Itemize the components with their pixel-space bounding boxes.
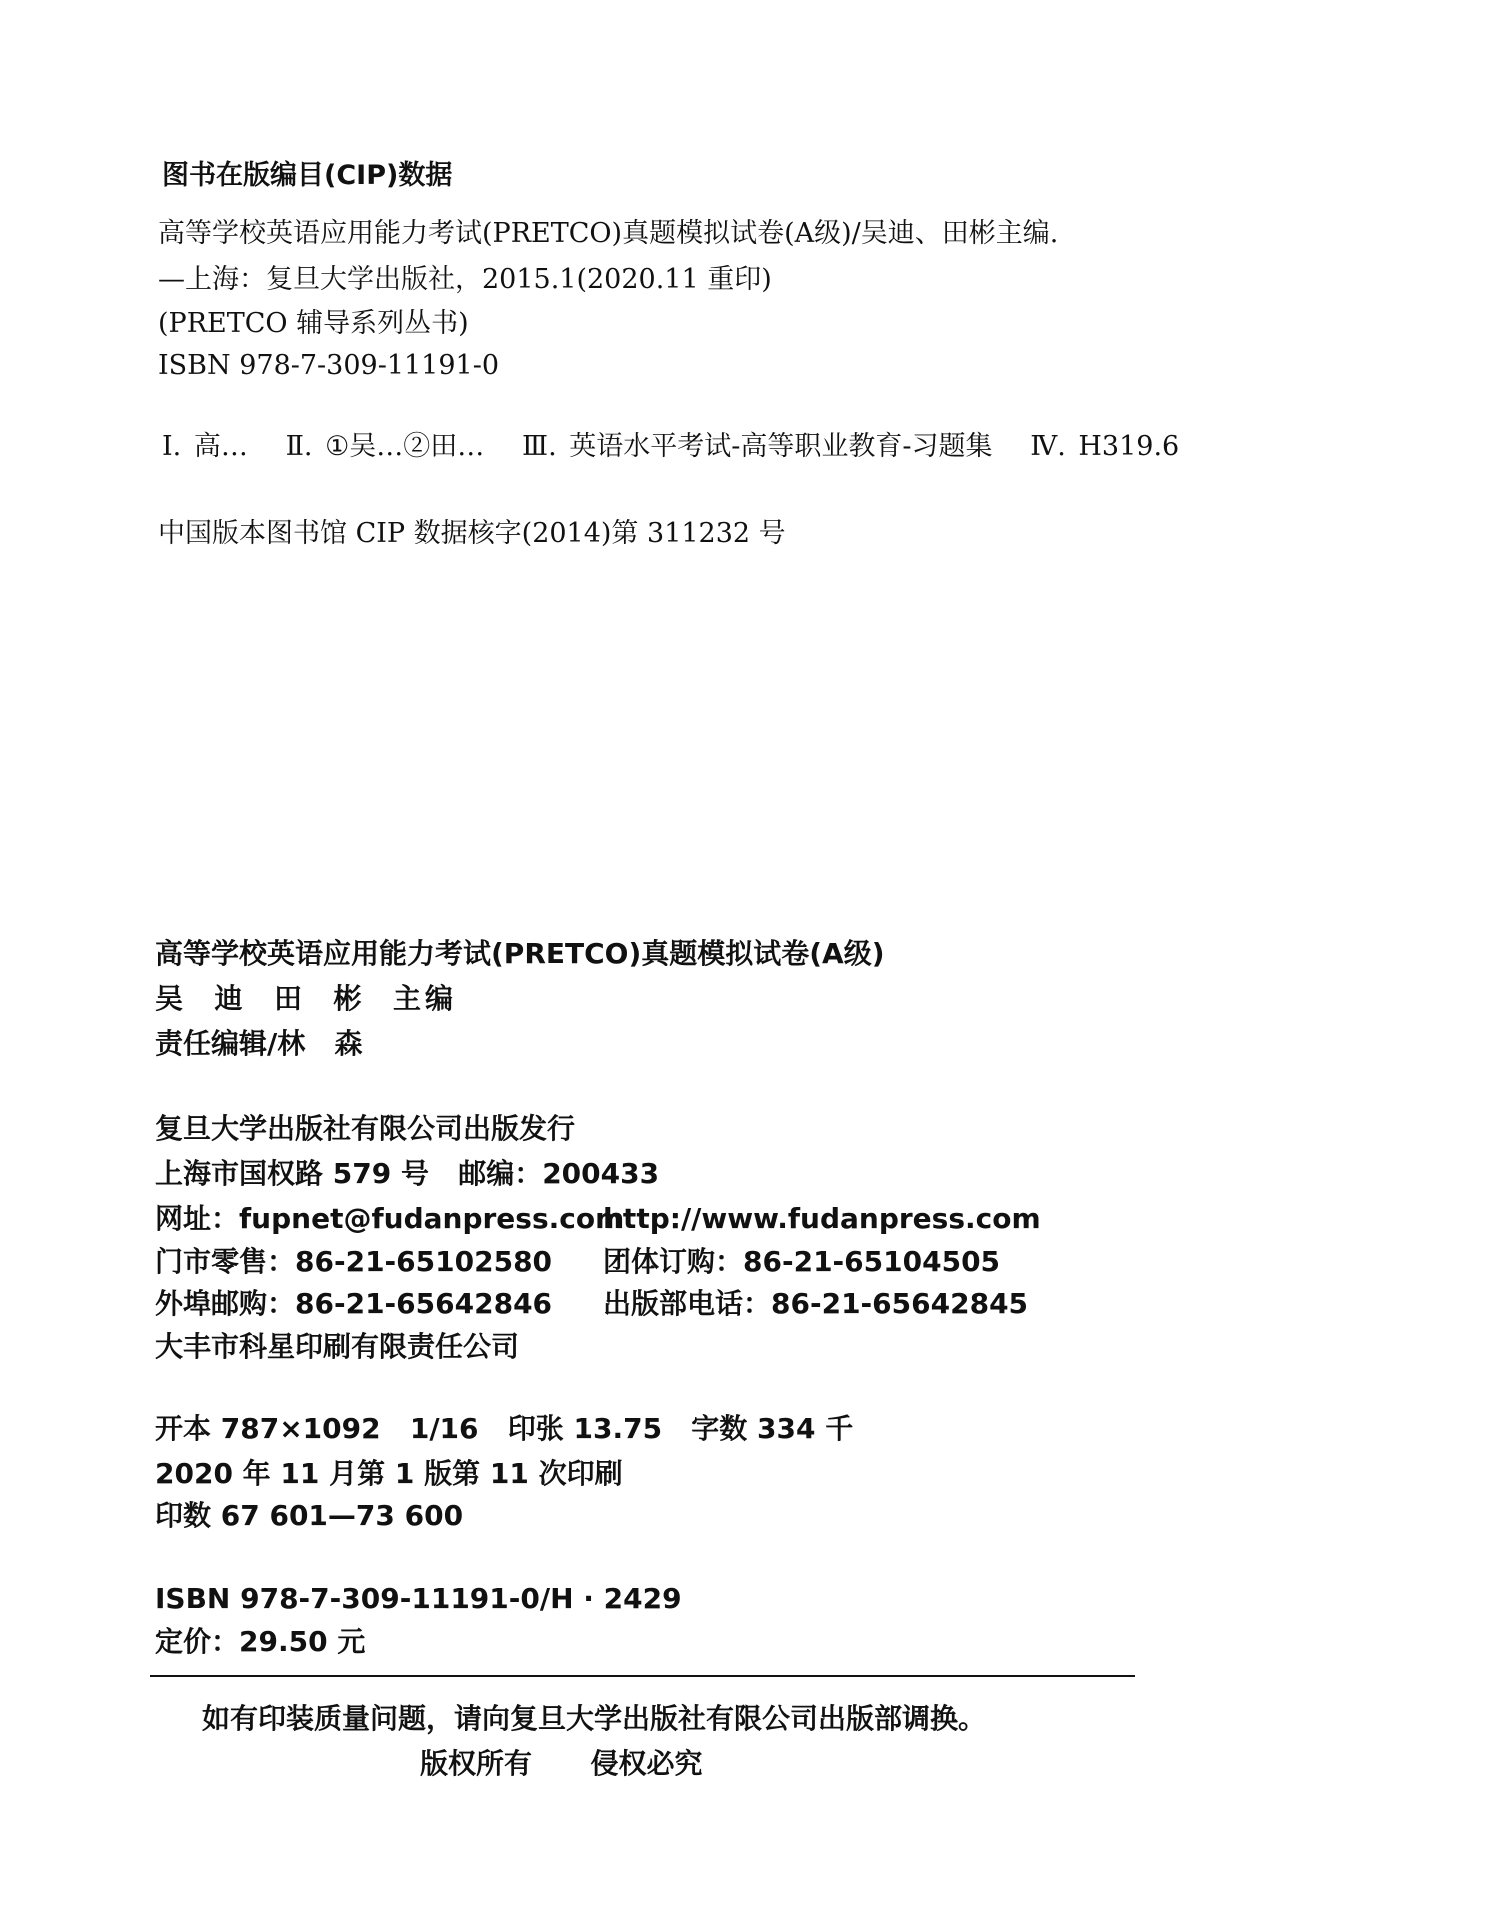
price: 定价：29.50 元 xyxy=(155,1625,366,1658)
isbn-full: ISBN 978-7-309-11191-0/H · 2429 xyxy=(155,1582,682,1615)
book-title: 高等学校英语应用能力考试(PRETCO)真题模拟试卷(A级) xyxy=(155,937,885,970)
print-run: 印数 67 601—73 600 xyxy=(155,1499,464,1532)
mail-order-phone: 外埠邮购：86-21-65642846 xyxy=(155,1287,553,1320)
footer-divider xyxy=(150,1675,1135,1677)
retail-phone: 门市零售：86-21-65102580 xyxy=(155,1245,553,1278)
quality-notice: 如有印装质量问题，请向复旦大学出版社有限公司出版部调换。 xyxy=(202,1702,987,1735)
cip-line-publisher: —上海：复旦大学出版社，2015.1(2020.11 重印) xyxy=(158,264,772,295)
cip-heading: 图书在版编目(CIP)数据 xyxy=(162,160,453,191)
cip-line-isbn: ISBN 978-7-309-11191-0 xyxy=(158,350,500,381)
book-editors: 吴 迪 田 彬 主编 xyxy=(155,982,457,1015)
cip-classification: Ⅰ. 高… Ⅱ. ①吴…②田… Ⅲ. 英语水平考试-高等职业教育-习题集 Ⅳ. H319.6 xyxy=(162,431,1180,462)
cip-line-title: 高等学校英语应用能力考试(PRETCO)真题模拟试卷(A级)/吴迪、田彬主编. xyxy=(158,218,1059,249)
responsible-editor: 责任编辑/林 森 xyxy=(155,1027,363,1060)
publishing-dept-phone: 出版部电话：86-21-65642845 xyxy=(603,1287,1029,1320)
printer-name: 大丰市科星印刷有限责任公司 xyxy=(155,1330,520,1363)
cip-record-number: 中国版本图书馆 CIP 数据核字(2014)第 311232 号 xyxy=(158,518,786,549)
cip-line-series: (PRETCO 辅导系列丛书) xyxy=(158,308,469,339)
publisher-email: 网址：fupnet@fudanpress.com xyxy=(155,1202,625,1235)
group-order-phone: 团体订购：86-21-65104505 xyxy=(603,1245,1001,1278)
edition-info: 2020 年 11 月第 1 版第 11 次印刷 xyxy=(155,1457,623,1490)
publisher-line: 复旦大学出版社有限公司出版发行 xyxy=(155,1112,576,1145)
rights-notice: 版权所有 侵权必究 xyxy=(420,1747,703,1780)
book-format: 开本 787×1092 1/16 印张 13.75 字数 334 千 xyxy=(155,1412,854,1445)
publisher-website: http://www.fudanpress.com xyxy=(603,1202,1041,1235)
publisher-address: 上海市国权路 579 号 邮编：200433 xyxy=(155,1157,660,1190)
